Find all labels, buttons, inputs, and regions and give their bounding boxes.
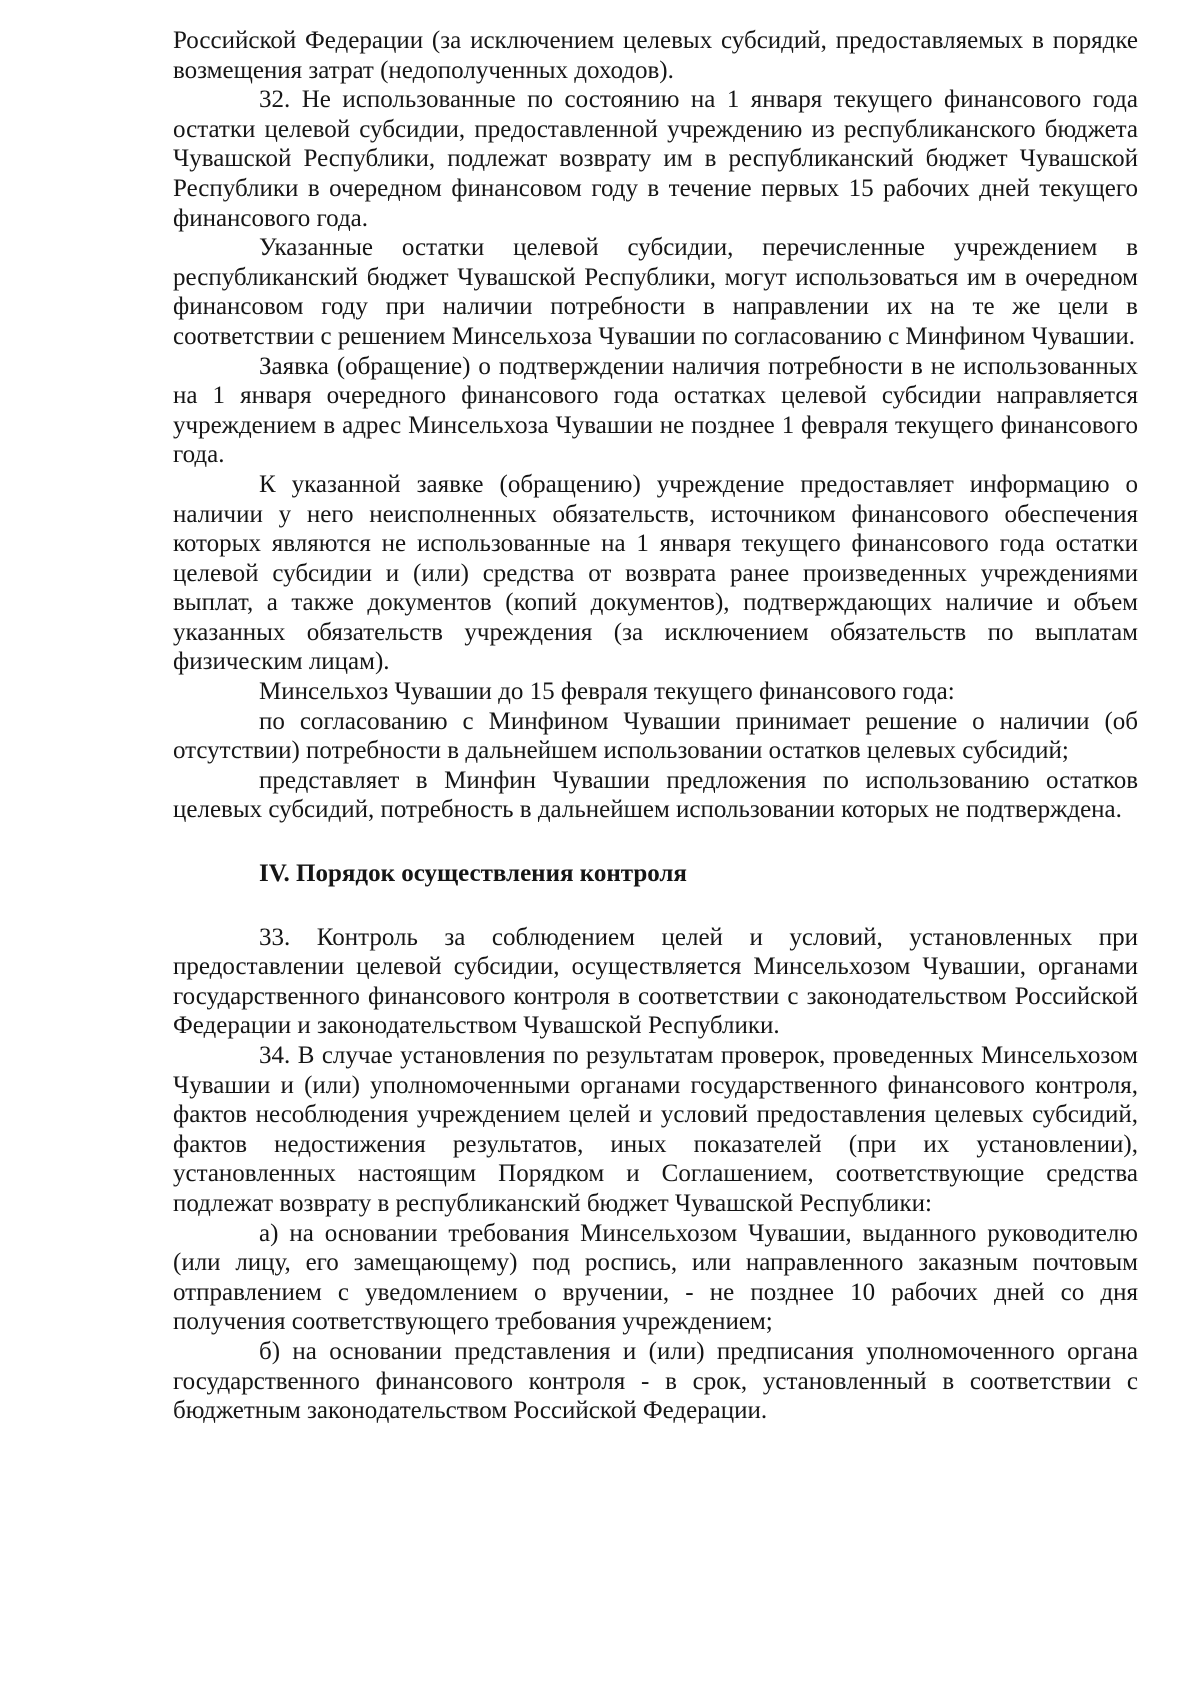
document-body	[173, 26, 1138, 1426]
paragraph-32-remainders: Указанные остатки целевой субсидии, перечисленные учреждением в республиканский бюджет Чувашской Республики, могут использоваться им в очередном финансовом году при наличии потребности в направлении их на те же цели в соответствии с решением Минсельхоза Чувашии по согласованию с Минфином Чувашии.	[173, 234, 1138, 350]
paragraph-34-item-a: а) на основании требования Минсельхозом Чувашии, выданного руководителю (или лицу, его замещающему) под роспись, или направленного заказным почтовым отправлением с уведомлением о вручении, - не позднее 10 рабочих дней со дня получения соответствующего требования учреждением;	[173, 1219, 1138, 1336]
section-spacer-bottom	[173, 889, 1138, 923]
paragraph-32-proposals: представляет в Минфин Чувашии предложения по использованию остатков целевых субсидий, потребность в дальнейшем использовании которых не подтверждена.	[173, 766, 1138, 824]
paragraph-31-continuation: Российской Федерации (за исключением целевых субсидий, предоставляемых в порядке возмещения затрат (недополученных доходов).	[173, 27, 1138, 84]
section-spacer-top	[173, 825, 1138, 859]
paragraph-33: 33. Контроль за соблюдением целей и условий, установленных при предоставлении целевой субсидии, осуществляется Минсельхозом Чувашии, органами государственного финансового контроля в соответствии с законодательством Российской Федерации и законодательством Чувашской Республики.	[173, 923, 1138, 1040]
section-heading: IV. Порядок осуществления контроля	[259, 860, 687, 888]
paragraph-34-item-b: б) на основании представления и (или) предписания уполномоченного органа государственного финансового контроля - в срок, установленный в соответствии с бюджетным законодательством Российской Федерации.	[173, 1337, 1138, 1425]
paragraph-32: 32. Не использованные по состоянию на 1 января текущего финансового года остатки целевой субсидии, предоставленной учреждению из республиканского бюджета Чувашской Республики, подлежат возврату им в республиканский бюджет Чувашской Республики в очередном финансовом году в течение первых 15 рабочих дней текущего финансового года.	[173, 86, 1138, 232]
paragraph-32-ministry-deadline: Минсельхоз Чувашии до 15 февраля текущего финансового года:	[259, 678, 955, 706]
paragraph-34: 34. В случае установления по результатам проверок, проведенных Минсельхозом Чувашии и (или) уполномоченными органами государственного финансового контроля, фактов несоблюдения учреждением целей и условий предоставления целевых субсидий, фактов недостижения результатов, иных показателей (при их установлении), установленных настоящим Порядком и Соглашением, соответствующие средства подлежат возврату в республиканский бюджет Чувашской Республики:	[173, 1042, 1138, 1217]
paragraph-32-request: Заявка (обращение) о подтверждении наличия потребности в не использованных на 1 января очередного финансового года остатках целевой субсидии направляется учреждением в адрес Минсельхоза Чувашии не позднее 1 февраля текущего финансового года.	[173, 352, 1138, 469]
paragraph-32-decision: по согласованию с Минфином Чувашии принимает решение о наличии (об отсутствии) потребности в дальнейшем использовании остатков целевых субсидий;	[173, 707, 1138, 765]
paragraph-32-information: К указанной заявке (обращению) учреждение предоставляет информацию о наличии у него неисполненных обязательств, источником финансового обеспечения которых являются не использованные на 1 января текущего финансового года остатки целевой субсидии и (или) средства от возврата ранее произведенных учреждениями выплат, а также документов (копий документов), подтверждающих наличие и объем указанных обязательств учреждения (за исключением обязательств по выплатам физическим лицам).	[173, 470, 1138, 676]
